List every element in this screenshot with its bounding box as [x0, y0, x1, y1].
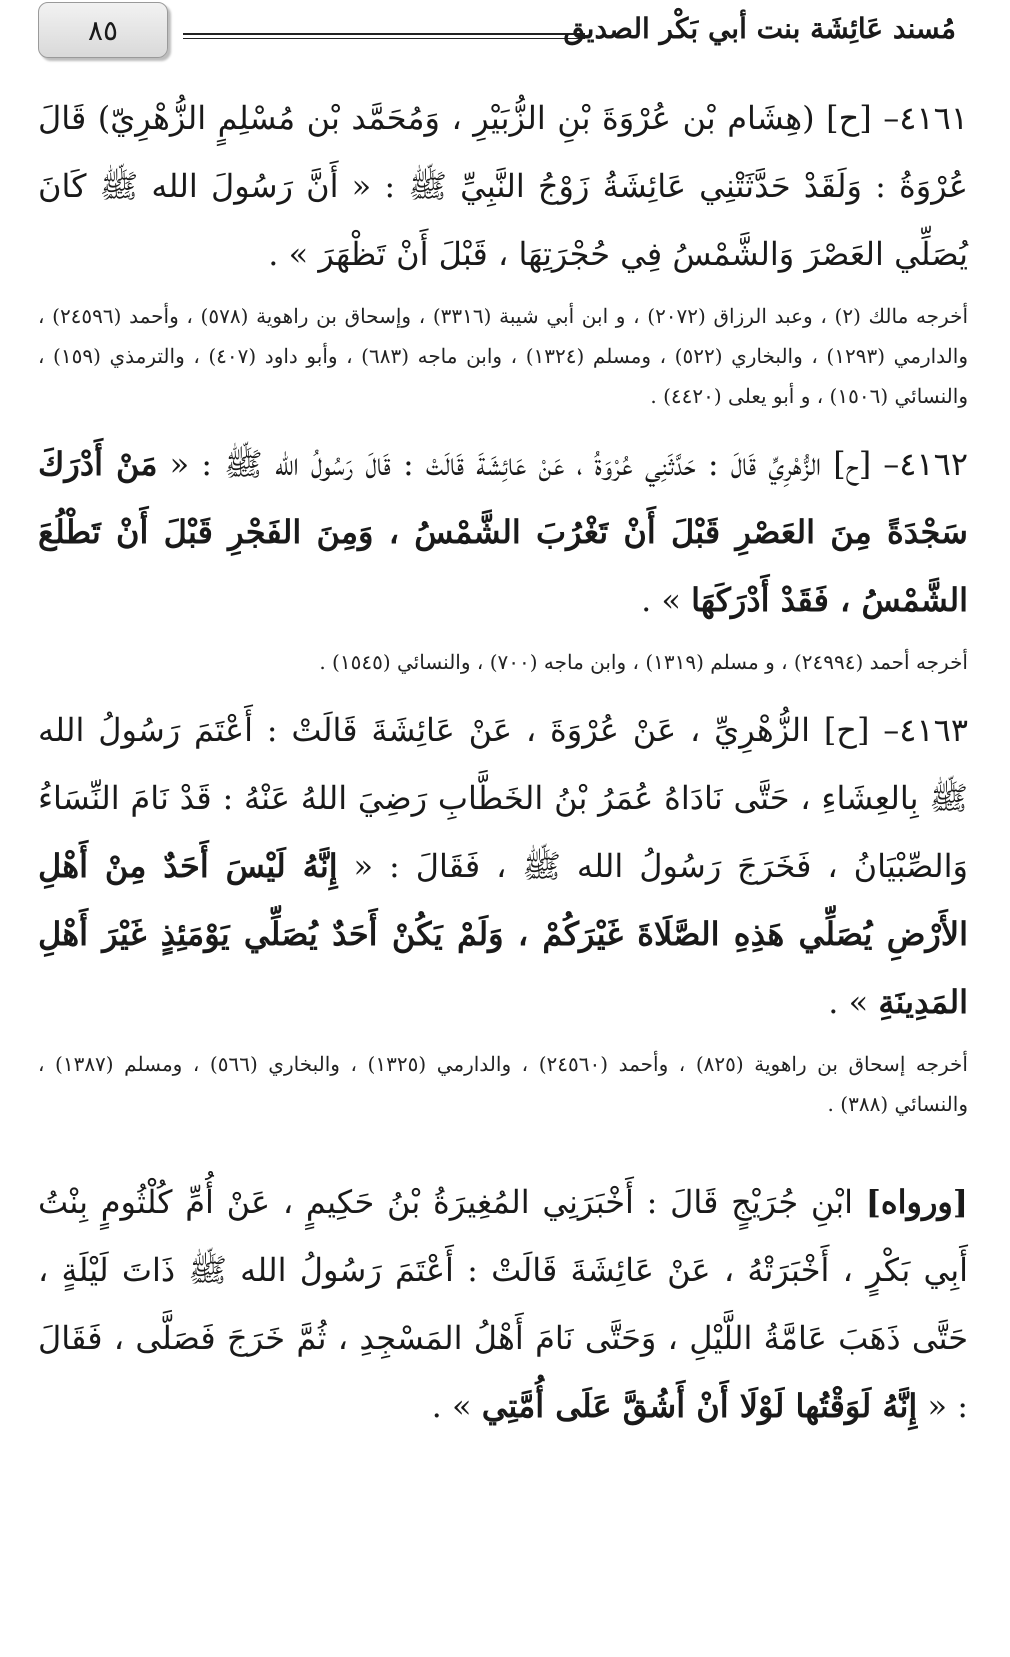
hadith-text-tail: » . [641, 581, 692, 619]
page-content [38, 84, 968, 1440]
page-header [0, 0, 1010, 62]
hadith-text: – [ح] (هِشَام بْن عُرْوَةَ بْنِ الزُّبَيْرِ ، وَمُحَمَّد بْن مُسْلِمٍ الزُّهْرِيّ) قَالَ عُرْوَةُ : وَلَقَدْ حَدَّثَتْنِي عَائِشَةُ زَوْجُ النَّبِيِّ ﷺ : « أَنَّ رَسُولَ الله ﷺ كَانَ يُصَلِّي العَصْرَ وَالشَّمْسُ فِي حُجْرَتِهَا ، قَبْلَ أَنْ تَظْهَرَ » . [38, 99, 968, 273]
hadith-text: – [ح] الزُّهْرِيِّ ، عَنْ عُرْوَةَ ، عَنْ عَائِشَةَ قَالَتْ : أَعْتَمَ رَسُولُ الله ﷺ بِالعِشَاءِ ، حَتَّى نَادَاهُ عُمَرُ بْنُ الخَطَّابِ رَضِيَ اللهُ عَنْهُ : قَدْ نَامَ النِّسَاءُ وَالصِّبْيَانُ ، فَخَرَجَ رَسُولُ الله ﷺ ، فَقَالَ : « [38, 711, 969, 885]
hadith-4162 [38, 430, 968, 634]
hadith-number: ٤١٦٣ [899, 711, 968, 749]
riwaya-paragraph [38, 1168, 968, 1440]
hadith-number: ٤١٦٢ [899, 445, 969, 483]
riwaya-label: [ورواه] [865, 1183, 968, 1221]
hadith-reference: أخرجه إسحاق بن راهوية (٨٢٥) ، وأحمد (٢٤٥٦٠) ، والدارمي (١٣٢٥) ، والبخاري (٥٦٦) ، ومسلم (١٣٨٧) ، والنسائي (٣٨٨) . [38, 1052, 968, 1116]
hadith-4161 [38, 84, 968, 288]
section-gap [38, 1138, 968, 1168]
riwaya-text: ابْنِ جُرَيْجٍ قَالَ : أَخْبَرَنِي المُغِيرَةُ بْنُ حَكِيمٍ ، عَنْ أُمِّ كُلْثُومٍ بِنْتُ أَبِي بَكْرٍ ، أَخْبَرَتْهُ ، عَنْ عَائِشَةَ قَالَتْ : أَعْتَمَ رَسُولُ الله ﷺ ذَاتَ لَيْلَةٍ ، حَتَّى ذَهَبَ عَامَّةُ اللَّيْلِ ، وَحَتَّى نَامَ أَهْلُ المَسْجِدِ ، ثُمَّ خَرَجَ فَصَلَّى ، فَقَالَ : « [38, 1183, 968, 1425]
hadith-reference: أخرجه أحمد (٢٤٩٩٤) ، و مسلم (١٣١٩) ، وابن ماجه (٧٠٠) ، والنسائي (١٥٤٥) . [319, 650, 968, 674]
riwaya-matn-bold: إِنَّهُ لَوَقْتُها لَوْلَا أَنْ أَشُقَّ عَلَى أُمَّتِي [481, 1387, 918, 1425]
hadith-reference: أخرجه مالك (٢) ، وعبد الرزاق (٢٠٧٢) ، و ابن أبي شيبة (٣٣١٦) ، وإسحاق بن راهوية (٥٧٨) ، وأحمد (٢٤٥٩٦) ، والدارمي (١٢٩٣) ، والبخاري (٥٢٢) ، ومسلم (١٣٢٤) ، وابن ماجه (٦٨٣) ، وأبو داود (٤٠٧) ، والترمذي (١٥٩) ، والنسائي (١٥٠٦) ، و أبو يعلى (٤٤٢٠) . [38, 304, 968, 408]
page-number: ٨٥ [87, 13, 119, 47]
header-rule [183, 33, 585, 39]
hadith-text-tail: » . [828, 983, 879, 1021]
riwaya-text-tail: » . [431, 1387, 482, 1425]
page-number-badge [38, 2, 168, 58]
running-title: مُسند عَائِشَة بنت أبي بَكْر الصديق [563, 12, 956, 45]
hadith-4163 [38, 696, 968, 1036]
hadith-matn-bold: إِنَّهُ لَيْسَ أَحَدٌ مِنْ أَهْلِ الأَرْضِ يُصَلِّي هَذِهِ الصَّلَاةَ غَيْرَكُمْ ، وَلَمْ يَكُنْ أَحَدٌ يُصَلِّي يَوْمَئِذٍ غَيْرَ أَهْلِ المَدِينَةِ [38, 847, 968, 1021]
hadith-number: ٤١٦١ [899, 99, 968, 137]
hadith-matn-bold: مَنْ أَدْرَكَ سَجْدَةً مِنَ العَصْرِ قَبْلَ أَنْ تَغْرُبَ الشَّمْسُ ، وَمِنَ الفَجْرِ قَبْلَ أَنْ تَطْلُعَ الشَّمْسُ ، فَقَدْ أَدْرَكَهَا [38, 445, 968, 619]
hadith-text: – [ح] الزُّهْرِيِّ قَالَ : حَدَّثَنِي عُرْوَةُ ، عَنْ عَائِشَةَ قَالَتْ : قَالَ رَسُولُ الله ﷺ : « [157, 445, 900, 483]
